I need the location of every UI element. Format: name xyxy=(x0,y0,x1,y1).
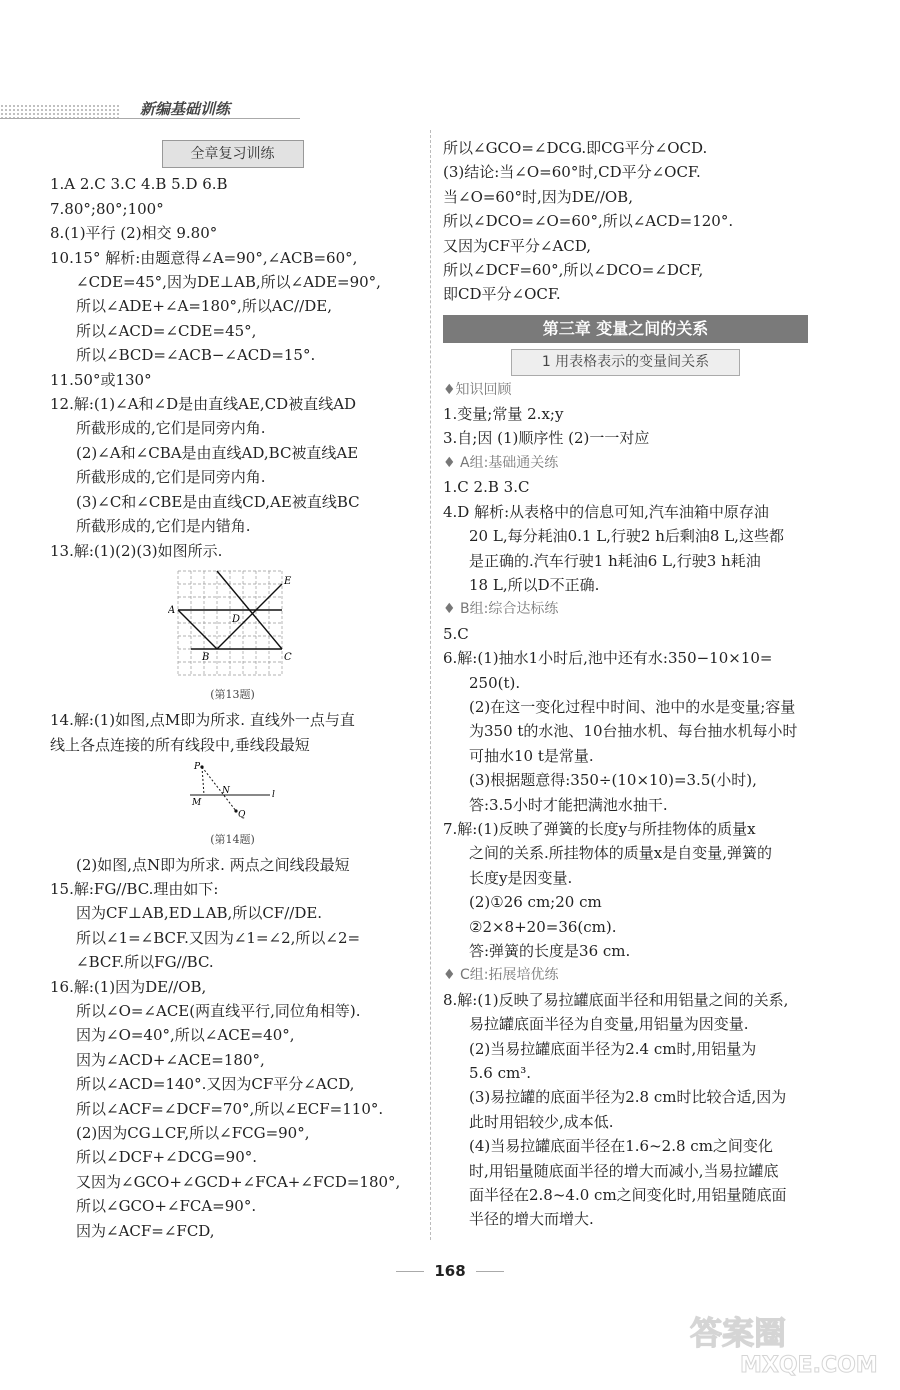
figure-13-svg xyxy=(168,567,298,679)
answer-line: 7.80°;80°;100° xyxy=(50,199,164,218)
answer-line: 5.6 cm³. xyxy=(469,1064,532,1083)
figure-14 xyxy=(50,761,415,846)
answer-line: 所以∠DCF=60°,所以∠DCO=∠DCF, xyxy=(443,261,704,280)
answer-line: 所以∠ACD=140°.又因为CF平分∠ACD, xyxy=(76,1075,355,1094)
svg-text:MXQE.COM: MXQE.COM xyxy=(740,1353,878,1378)
answer-line: 所以∠O=∠ACE(两直线平行,同位角相等). xyxy=(76,1001,361,1020)
svg-text:答案圈: 答案圈 xyxy=(690,1314,787,1352)
figure-14-svg xyxy=(188,761,278,823)
answer-line: 18 L,所以D不正确. xyxy=(469,575,600,594)
answer-line: (2)如图,点N即为所求. 两点之间线段最短 xyxy=(76,855,350,874)
answer-line: 所以∠DCO=∠O=60°,所以∠ACD=120°. xyxy=(443,212,734,231)
answer-line: 250(t). xyxy=(469,673,521,692)
header-dot-pattern xyxy=(0,104,120,118)
answer-line: 8.解:(1)反映了易拉罐底面半径和用铝量之间的关系, xyxy=(443,990,789,1009)
answer-line: 3.自;因 (1)顺序性 (2)一一对应 xyxy=(443,429,650,448)
answer-line: 所截形成的,它们是内错角. xyxy=(76,517,251,536)
answer-line: 14.解:(1)如图,点M即为所求. 直线外一点与直 xyxy=(50,711,355,730)
answer-line: (2)①26 cm;20 cm xyxy=(469,893,602,912)
lesson-title-box xyxy=(443,349,808,375)
answer-line: (3)结论:当∠O=60°时,CD平分∠OCF. xyxy=(443,163,701,182)
fig13-label-d: D xyxy=(231,613,240,625)
fig13-label-e: E xyxy=(283,575,291,587)
answer-line: 7.解:(1)反映了弹簧的长度y与所挂物体的质量x xyxy=(443,819,756,838)
left-lines-c xyxy=(50,853,415,1244)
answer-line: 又因为∠GCO+∠GCD+∠FCA+∠FCD=180°, xyxy=(76,1172,401,1191)
chapter-title: 第三章 变量之间的关系 xyxy=(443,315,808,343)
figure-14-caption: (第14题) xyxy=(210,832,255,846)
answer-line: 5.C xyxy=(443,624,469,643)
figure-13-caption: (第13题) xyxy=(210,688,255,702)
answer-line: 16.解:(1)因为DE//OB, xyxy=(50,977,207,996)
answer-line: 10.15° 解析:由题意得∠A=90°,∠ACB=60°, xyxy=(50,248,358,267)
answer-line: 4.D 解析:从表格中的信息可知,汽车油箱中原存油 xyxy=(443,502,769,521)
answer-line: 13.解:(1)(2)(3)如图所示. xyxy=(50,541,223,560)
answer-line: 因为∠ACF=∠FCD, xyxy=(76,1221,215,1240)
answer-line: 可抽水10 t是常量. xyxy=(469,746,594,765)
left-lines-a xyxy=(50,172,415,563)
answer-line: 20 L,每分耗油0.1 L,行驶2 h后剩油8 L,这些都 xyxy=(469,527,784,546)
answer-line: 1.C 2.B 3.C xyxy=(443,478,530,497)
answer-line: 是正确的.汽车行驶1 h耗油6 L,行驶3 h耗油 xyxy=(469,551,761,570)
answer-line: 所以∠ACF=∠DCF=70°,所以∠ECF=110°. xyxy=(76,1099,384,1118)
series-title: 新编基础训练 xyxy=(140,100,231,118)
answer-line: 时,用铝量随底面半径的增大而减小,当易拉罐底 xyxy=(469,1161,779,1180)
answer-line: (3)易拉罐的底面半径为2.8 cm时比较合适,因为 xyxy=(469,1088,787,1107)
answer-line: 为350 t的水池、10台抽水机、每台抽水机每小时 xyxy=(469,722,798,741)
answer-line: 8.(1)平行 (2)相交 9.80° xyxy=(50,224,218,243)
answer-line: 1.变量;常量 2.x;y xyxy=(443,405,564,424)
answer-line: 之间的关系.所挂物体的质量x是自变量,弹簧的 xyxy=(469,844,772,863)
answer-line: (2)因为CG⊥CF,所以∠FCG=90°, xyxy=(76,1124,310,1142)
answer-line: 所截形成的,它们是同旁内角. xyxy=(76,468,266,487)
answer-line: ∠BCF.所以FG//BC. xyxy=(76,953,214,972)
fig14-label-q: Q xyxy=(237,810,245,821)
answer-line: 15.解:FG//BC.理由如下: xyxy=(50,879,219,898)
answer-line: 线上各点连接的所有线段中,垂线段最短 xyxy=(50,735,310,754)
fig14-label-p: P xyxy=(193,762,200,773)
answer-line: 所以∠BCD=∠ACB−∠ACD=15°. xyxy=(76,346,316,365)
answer-line: 又因为CF平分∠ACD, xyxy=(443,236,592,255)
answer-line: 所以∠DCF+∠DCG=90°. xyxy=(76,1148,258,1167)
answer-line: 面半径在2.8~4.0 cm之间变化时,用铝量随底面 xyxy=(469,1186,787,1205)
answer-line: 11.50°或130° xyxy=(50,370,152,389)
fig14-label-l: l xyxy=(271,790,275,801)
series-header xyxy=(0,96,300,126)
lesson-title: 1 用表格表示的变量间关系 xyxy=(511,349,740,375)
answer-line: 6.解:(1)抽水1小时后,池中还有水:350−10×10= xyxy=(443,649,773,668)
group-a-label: ♦ A组:基础通关练 xyxy=(443,454,559,471)
watermark-logo xyxy=(680,1310,880,1380)
answer-line: (3)根据题意得:350÷(10×10)=3.5(小时), xyxy=(469,771,757,790)
left-column xyxy=(50,136,415,1243)
answer-line: 所以∠GCO+∠FCA=90°. xyxy=(76,1197,257,1216)
answer-line: 因为∠ACD+∠ACE=180°, xyxy=(76,1050,265,1069)
answer-line: 半径的增大而增大. xyxy=(469,1210,594,1229)
answer-line: 此时用铝较少,成本低. xyxy=(469,1112,614,1131)
answer-line: 所以∠ACD=∠CDE=45°, xyxy=(76,321,257,340)
answer-line: (3)∠C和∠CBE是由直线CD,AE被直线BC xyxy=(76,492,360,511)
answer-line: 所截形成的,它们是同旁内角. xyxy=(76,419,266,438)
group-b-label: ♦ B组:综合达标练 xyxy=(443,601,559,618)
answer-line: ∠CDE=45°,因为DE⊥AB,所以∠ADE=90°, xyxy=(76,273,381,292)
answer-line: 即CD平分∠OCF. xyxy=(443,285,561,304)
page-number: 168 xyxy=(0,1262,900,1280)
group-c-label: ♦ C组:拓展培优练 xyxy=(443,967,559,984)
answer-line: ②2×8+20=36(cm). xyxy=(469,917,617,936)
section-title: 全章复习训练 xyxy=(162,140,304,168)
answer-line: 因为CF⊥AB,ED⊥AB,所以CF//DE. xyxy=(76,904,323,923)
fig14-label-n: N xyxy=(221,786,230,797)
answer-line: (4)当易拉罐底面半径在1.6~2.8 cm之间变化 xyxy=(469,1137,773,1156)
answer-line: 当∠O=60°时,因为DE//OB, xyxy=(443,187,633,206)
answer-line: 因为∠O=40°,所以∠ACE=40°, xyxy=(76,1026,295,1045)
answer-line: (2)在这一变化过程中时间、池中的水是变量;容量 xyxy=(469,697,796,716)
figure-13 xyxy=(50,567,415,702)
answer-line: (2)当易拉罐底面半径为2.4 cm时,用铝量为 xyxy=(469,1039,757,1058)
left-lines-b xyxy=(50,708,415,757)
answer-line: 12.解:(1)∠A和∠D是由直线AE,CD被直线AD xyxy=(50,395,357,414)
section-title-box xyxy=(50,140,415,168)
knowledge-review-label: ♦知识回顾 xyxy=(443,381,512,398)
answer-line: 所以∠1=∠BCF.又因为∠1=∠2,所以∠2= xyxy=(76,928,361,947)
answer-line: 长度y是因变量. xyxy=(469,868,573,887)
right-column xyxy=(443,136,808,1232)
answer-line: 所以∠ADE+∠A=180°,所以AC//DE, xyxy=(76,297,332,316)
fig13-label-a: A xyxy=(167,604,175,616)
fig14-label-m: M xyxy=(191,798,201,809)
column-divider xyxy=(430,130,431,1240)
answer-line: (2)∠A和∠CBA是由直线AD,BC被直线AE xyxy=(76,443,359,462)
answer-line: 答:3.5小时才能把满池水抽干. xyxy=(469,795,668,814)
answer-line: 易拉罐底面半径为自变量,用铝量为因变量. xyxy=(469,1015,749,1034)
answer-line: 1.A 2.C 3.C 4.B 5.D 6.B xyxy=(50,175,228,194)
answer-line: 答:弹簧的长度是36 cm. xyxy=(469,942,631,960)
fig13-label-c: C xyxy=(283,651,292,663)
fig13-label-b: B xyxy=(201,651,209,663)
answer-line: 所以∠GCO=∠DCG.即CG平分∠OCD. xyxy=(443,139,708,157)
right-lines-top xyxy=(443,136,808,307)
